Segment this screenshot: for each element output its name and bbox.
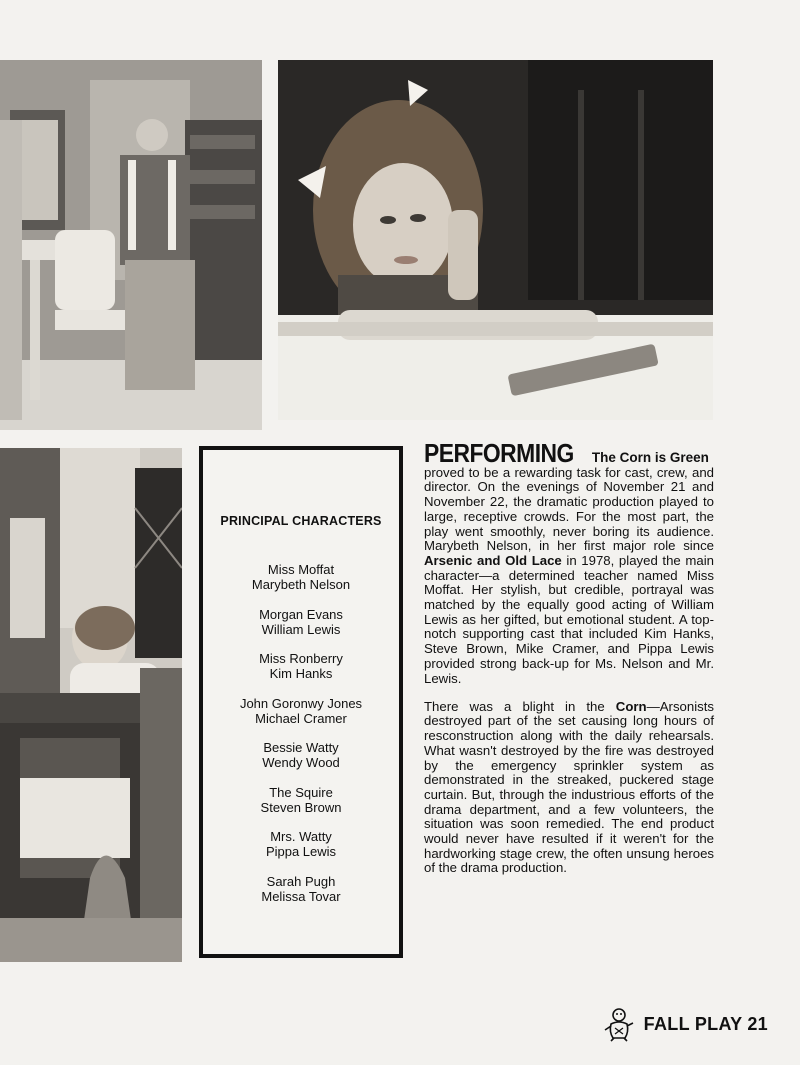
play-title: The Corn is Green — [591, 450, 709, 465]
character-entry — [203, 785, 399, 815]
article-text: in 1978, played the main character—a determined teacher named Miss Moffat. Her stylish, but credible, portrayal was matched by the equally good acting of William Lewis as her gifted, but emotional student. A top-notch supporting cast that included Kim Hanks, Steve Brown, Mike Cramer, and Pippa Lewis provided strong back-up for Ms. Nelson and Mr. Lewis. — [424, 552, 714, 686]
article-text: proved to be a rewarding task for cast, crew, and director. On the evenings of November 21 and November 22, the dramatic production played to large, receptive crowds. For the most part, the play went smoothly, never boring its audience. Marybeth Nelson, in her first major role since — [424, 464, 714, 554]
character-actor: Marybeth Nelson — [251, 577, 351, 592]
page-label: FALL PLAY 21 — [643, 1013, 768, 1034]
character-role: Bessie Watty — [263, 740, 339, 755]
article-bold-word: Corn — [615, 698, 647, 714]
character-role: Sarah Pugh — [266, 873, 336, 889]
section-title: PERFORMING — [424, 438, 574, 468]
character-entry — [203, 696, 399, 726]
page-footer — [602, 1006, 768, 1042]
principal-characters-box — [199, 446, 403, 958]
character-actor: William Lewis — [261, 621, 341, 637]
article-text: There was a blight in the — [424, 698, 616, 714]
character-actor: Kim Hanks — [269, 666, 333, 681]
character-entry — [203, 562, 399, 592]
character-role: Morgan Evans — [259, 606, 343, 622]
characters-heading: PRINCIPAL CHARACTERS — [220, 514, 382, 528]
character-entry — [203, 651, 399, 681]
character-role: John Goronwy Jones — [239, 695, 363, 711]
photo-stage-boy — [0, 60, 262, 430]
character-role: Miss Ronberry — [259, 651, 343, 666]
character-role: Mrs. Watty — [270, 829, 332, 844]
article-paragraph-2 — [424, 700, 714, 876]
character-actor: Michael Cramer — [255, 710, 347, 726]
article-bold-title: Arsenic and Old Lace — [424, 552, 562, 568]
character-entry — [203, 607, 399, 637]
character-entry — [203, 874, 399, 904]
character-entry — [203, 829, 399, 859]
mascot-icon — [602, 1006, 636, 1042]
character-actor: Pippa Lewis — [265, 844, 337, 859]
photo-girl-at-desk — [278, 60, 713, 420]
character-actor: Melissa Tovar — [261, 888, 341, 904]
article-text: —Arsonists destroyed part of the set causing long hours of resconstruction along with the daily rehearsals. What wasn't destroyed by the fire was destroyed by the emergency sprinkler system as demonstrated in the streaked, puckered stage curtain. But, through the industrious efforts of the drama department, and a few volunteers, the situation was soon remedied. The end product would never have resulted if it weren't for the hardworking stage crew, the often unsung heroes of the drama production. — [424, 698, 714, 876]
character-role: The Squire — [269, 784, 333, 800]
character-actor: Steven Brown — [260, 799, 342, 815]
article — [424, 438, 714, 890]
photo-girl-writing — [0, 448, 182, 962]
character-role: Miss Moffat — [267, 562, 335, 577]
article-paragraph-1 — [424, 438, 714, 686]
character-entry — [203, 740, 399, 770]
character-list — [203, 562, 399, 918]
character-actor: Wendy Wood — [262, 755, 340, 770]
